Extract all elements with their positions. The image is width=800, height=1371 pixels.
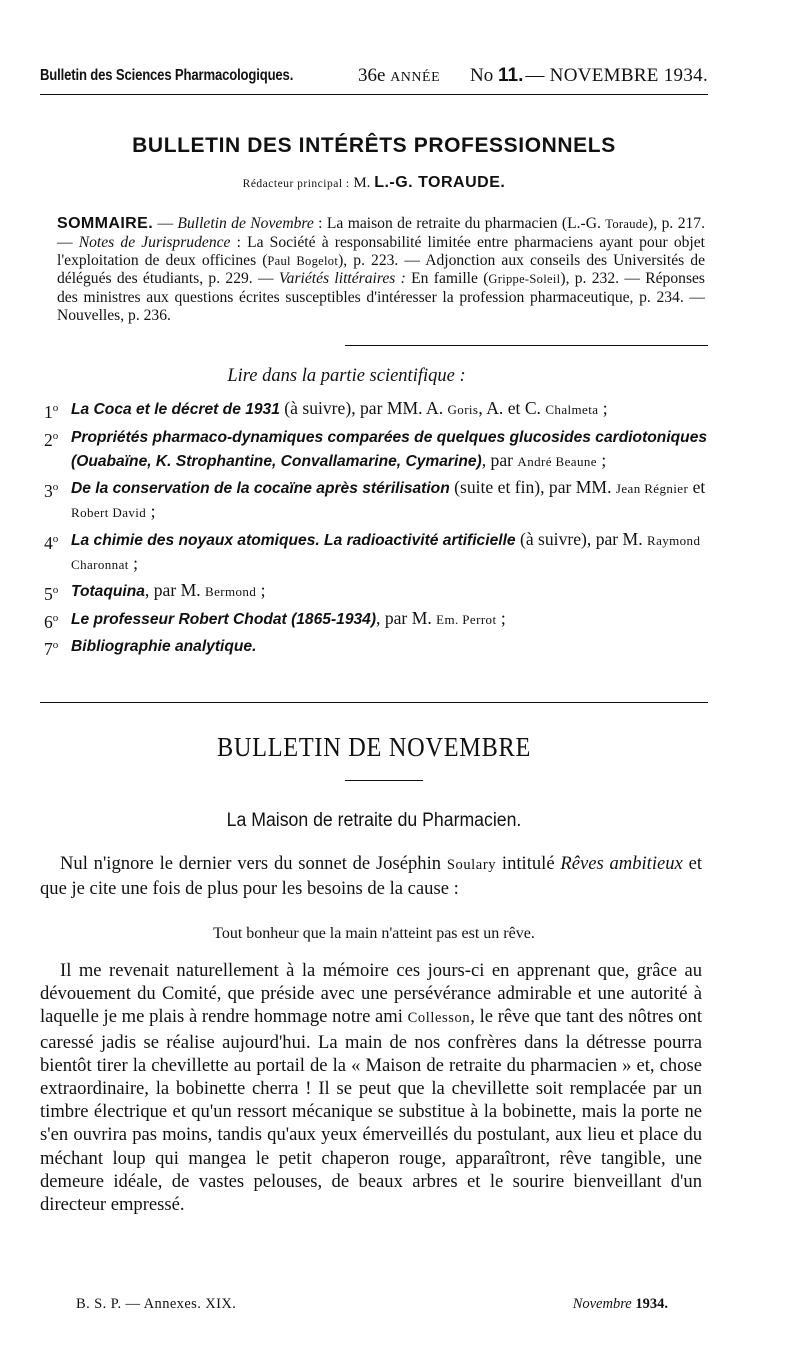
item-number: 3$^o$ (44, 480, 59, 501)
issue-label: No (470, 65, 494, 86)
summary-rule (345, 345, 708, 346)
summary-text: — (157, 215, 178, 232)
footer-reference: B. S. P. — Annexes. XIX. (76, 1296, 237, 1312)
summary-text: ), p. 232. — Réponses des ministres aux questions écrites susceptibles d'intéresser la profession pharmaceutique, p. 234. — Nouvelles, p. 236. (57, 270, 705, 324)
author-name: Em. Perrot (436, 611, 497, 627)
editor-line (40, 174, 708, 192)
author-name: Jean Régnier (615, 481, 689, 496)
item-number: 7$^o$ (44, 638, 59, 659)
item-title: Propriétés pharmaco-dynamiques comparées de quelques glucosides cardiotoniques (Ouabaïne, K. Strophantine, Convallamarine, Cymarine) (71, 428, 708, 470)
journal-title: Bulletin des Sciences Pharmacologiques. (40, 67, 294, 84)
paragraph-1: Nul n'ignore le dernier vers du sonnet de Joséphin Soulary intitulé Rêves ambitieux et que je cite une fois de plus pour les besoins de la cause : (40, 853, 703, 900)
author-toraude: Toraude (605, 217, 649, 231)
item-number: 1$^o$ (44, 401, 59, 422)
item-title: Le professeur Robert Chodat (1865-1934) (71, 610, 377, 628)
volume-year (358, 64, 440, 90)
item-title: La chimie des noyaux atomiques. La radioactivité artificielle (71, 531, 516, 549)
issue-number (470, 64, 523, 88)
author-name: André Beaune (517, 453, 597, 469)
list-item: 3$^o$ De la conservation de la cocaïne après stérilisation (suite et fin), par MM. Jean Régnier et Robert David ; (44, 477, 706, 521)
year-number: 36e (358, 65, 386, 86)
article-title: La Maison de retraite du Pharmacien. (226, 810, 522, 831)
bulletin-title: BULLETIN DE NOVEMBRE (216, 732, 532, 762)
summary-link-jurisprudence: Notes de Jurisprudence (78, 233, 231, 251)
scientific-part-heading: Lire dans la partie scientifique : (227, 366, 466, 386)
list-item: 1$^o$ La Coca et le décret de 1931 (à suivre), par MM. A. Goris, A. et C. Chalmeta ; (44, 398, 608, 422)
item-number: 4$^o$ (44, 532, 59, 553)
editor-name: L.-G. TORAUDE. (374, 174, 506, 191)
issue-value: 11. (497, 65, 524, 86)
list-item: 6$^o$ Le professeur Robert Chodat (1865-1934), par M. Em. Perrot ; (44, 607, 506, 632)
item-number: 2$^o$ (44, 429, 59, 450)
list-item: 5$^o$ Totaquina, par M. Bermond ; (44, 580, 266, 604)
section-title: BULLETIN DES INTÉRÊTS PROFESSIONNELS (132, 134, 616, 157)
item-title: Totaquina (71, 583, 145, 600)
list-item (44, 634, 708, 658)
summary-text: ), p. 223. — Adjonction aux conseils des Universités de délégués des étudiants, p. 229. — (57, 251, 705, 288)
summary-text: En famille ( (405, 270, 489, 288)
item-number: 5$^o$ (44, 583, 59, 604)
footer-date: Novembre 1934. (572, 1296, 668, 1312)
editor-prefix: M. (353, 175, 371, 191)
contents-rule (40, 702, 708, 703)
year-label: ANNÉE (390, 70, 441, 85)
author-name: Bermond (205, 584, 257, 599)
author-grippe-soleil: Grippe-Soleil (488, 272, 561, 287)
summary-text: : La Société à responsabilité limitée entre pharmaciens ayant pour objet l'exploitation de deux officines ( (57, 233, 705, 269)
title-underline (345, 780, 423, 781)
author-name: Raymond Charonnat (71, 532, 701, 572)
summary-text: ), p. 217. — (57, 215, 705, 251)
item-title: La Coca et le décret de 1931 (71, 401, 280, 418)
paragraph-2: Il me revenait naturellement à la mémoire ces jours-ci en apprenant que, grâce au dévouement du Comité, que préside avec une persévérance admirable et une autorité à laquelle je me plais à rendre hommage notre ami Collesson, le rêve que tant des nôtres ont caressé jadis se réalise aujourd'hui. La main de nos confrères dans la détresse pourra bientôt tirer la chevillette au portail de la « Maison de retraite du pharmacien » et, chose extraordinaire, la bobinette cherra ! Il se peut que la chevillette soit remplacée par un timbre électrique et qu'un ressort mécanique se substitue à la bobinette, mais la porte ne s'en ouvrira pas moins, tandis qu'aux yeux émerveillés du postulant, aux lieu et place du méchant loup qui mangea le petit chaperon rouge, apparaîtront, rêve tangible, une demeure idéale, de vastes pelouses, de beaux arbres et le sourire bienveillant d'un directeur empressé. (40, 960, 702, 1216)
author-name: Chalmeta (545, 402, 599, 417)
author-name: Robert David (71, 505, 147, 520)
summary-paragraph (57, 215, 705, 325)
item-title: Bibliographie analytique. (71, 638, 257, 655)
issue-date: — NOVEMBRE 1934. (525, 65, 708, 86)
item-title: De la conservation de la cocaïne après stérilisation (71, 480, 450, 497)
item-number: 6$^o$ (44, 611, 59, 632)
author-bogelot: Paul Bogelot (267, 253, 339, 268)
quoted-verse: Tout bonheur que la main n'atteint pas est un rêve. (213, 925, 535, 942)
poet-name: Soulary (446, 857, 497, 873)
author-name: Goris (447, 402, 479, 417)
person-name: Collesson (407, 1010, 471, 1027)
running-header (40, 64, 708, 88)
summary-link-bulletin: Bulletin de Novembre (177, 215, 314, 232)
sonnet-title: Rêves ambitieux (560, 853, 683, 874)
header-rule (40, 94, 708, 95)
editor-label: Rédacteur principal : (242, 178, 350, 190)
summary-link-varietes: Variétés littéraires : (278, 270, 406, 288)
summary-label: SOMMAIRE. (57, 215, 154, 232)
contents-list (44, 397, 708, 662)
list-item: 4$^o$ La chimie des noyaux atomiques. La radioactivité artificielle (à suivre), par M. Raymond Charonnat ; (44, 528, 701, 573)
summary-text: : La maison de retraite du pharmacien (L.-G. (313, 215, 606, 232)
list-item: 2$^o$ Propriétés pharmaco-dynamiques comparées de quelques glucosides cardiotoniques (Ouabaïne, K. Strophantine, Convallamarine, Cymarine), par André Beaune ; (44, 425, 708, 473)
